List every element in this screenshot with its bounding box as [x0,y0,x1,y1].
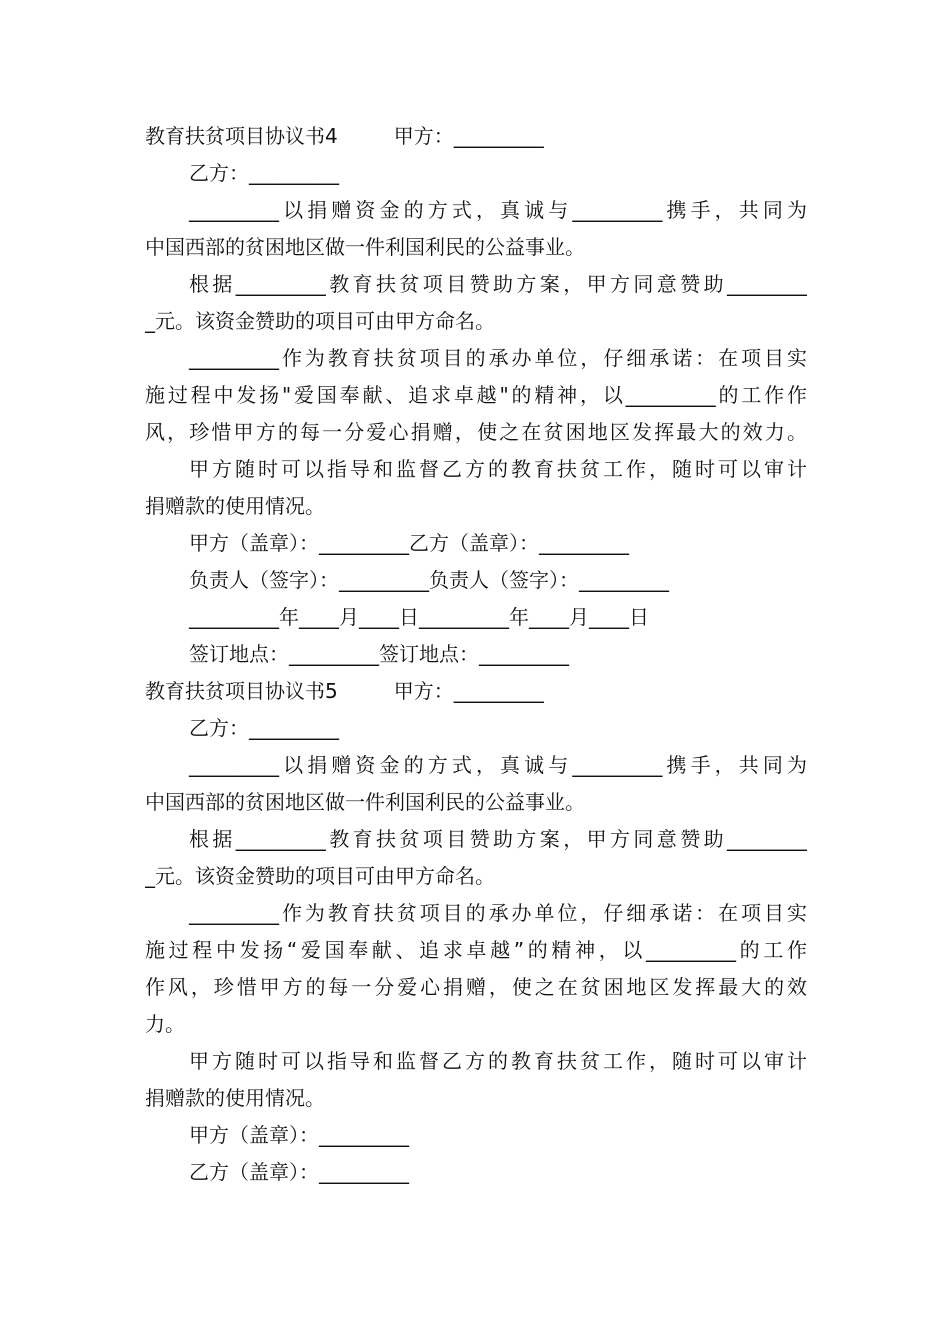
paragraph-line: 中国西部的贫困地区做一件利国利民的公益事业。 [145,790,585,814]
party-a-field-5: 甲方：_________ [393,679,544,703]
paragraph-line: 施过程中发扬"爱国奉献、追求卓越"的精神，以_________的工作作 [145,383,807,407]
document-page [145,118,807,1191]
signing-place-line: 签订地点：_________签订地点：_________ [189,642,569,666]
signature-line: 负责人（签字）：_________负责人（签字）：_________ [189,568,669,592]
paragraph-line: _元。该资金赞助的项目可由甲方命名。 [145,309,495,333]
seal-line-party-b: 乙方（盖章）：_________ [189,1160,409,1184]
party-b-line: 乙方：_________ [189,716,339,740]
paragraph-line: 甲方随时可以指导和监督乙方的教育扶贫工作，随时可以审计 [189,457,807,481]
paragraph-line: 根据_________教育扶贫项目赞助方案，甲方同意赞助________ [189,827,807,851]
title-line-5 [145,673,807,710]
paragraph-line: 甲方随时可以指导和监督乙方的教育扶贫工作，随时可以审计 [189,1049,807,1073]
agreement-title-5: 教育扶贫项目协议书5 [145,679,338,703]
seal-line-party-a: 甲方（盖章）：_________ [189,1123,409,1147]
paragraph-line: _元。该资金赞助的项目可由甲方命名。 [145,864,495,888]
paragraph-line: 施过程中发扬“爱国奉献、追求卓越”的精神，以_________的工作 [145,938,807,962]
title-line-4 [145,118,807,155]
party-b-line: 乙方：_________ [189,161,339,185]
paragraph-line: 捐赠款的使用情况。 [145,494,325,518]
date-line: _________年____月____日_________年____月____日 [189,605,649,629]
agreement-title-4: 教育扶贫项目协议书4 [145,124,338,148]
paragraph-line: _________作为教育扶贫项目的承办单位，仔细承诺：在项目实 [189,901,807,925]
paragraph-line: _________以捐赠资金的方式，真诚与_________携手，共同为 [189,753,807,777]
paragraph-line: 捐赠款的使用情况。 [145,1086,325,1110]
paragraph-line: _________作为教育扶贫项目的承办单位，仔细承诺：在项目实 [189,346,807,370]
paragraph-line: 作风，珍惜甲方的每一分爱心捐赠，使之在贫困地区发挥最大的效 [145,975,807,999]
seal-line: 甲方（盖章）：_________乙方（盖章）：_________ [189,531,629,555]
party-a-field-4: 甲方：_________ [393,124,544,148]
paragraph-line: 根据_________教育扶贫项目赞助方案，甲方同意赞助________ [189,272,807,296]
paragraph-line: 力。 [145,1012,185,1036]
paragraph-line: _________以捐赠资金的方式，真诚与_________携手，共同为 [189,198,807,222]
paragraph-line: 风，珍惜甲方的每一分爱心捐赠，使之在贫困地区发挥最大的效力。 [145,420,807,444]
paragraph-line: 中国西部的贫困地区做一件利国利民的公益事业。 [145,235,585,259]
